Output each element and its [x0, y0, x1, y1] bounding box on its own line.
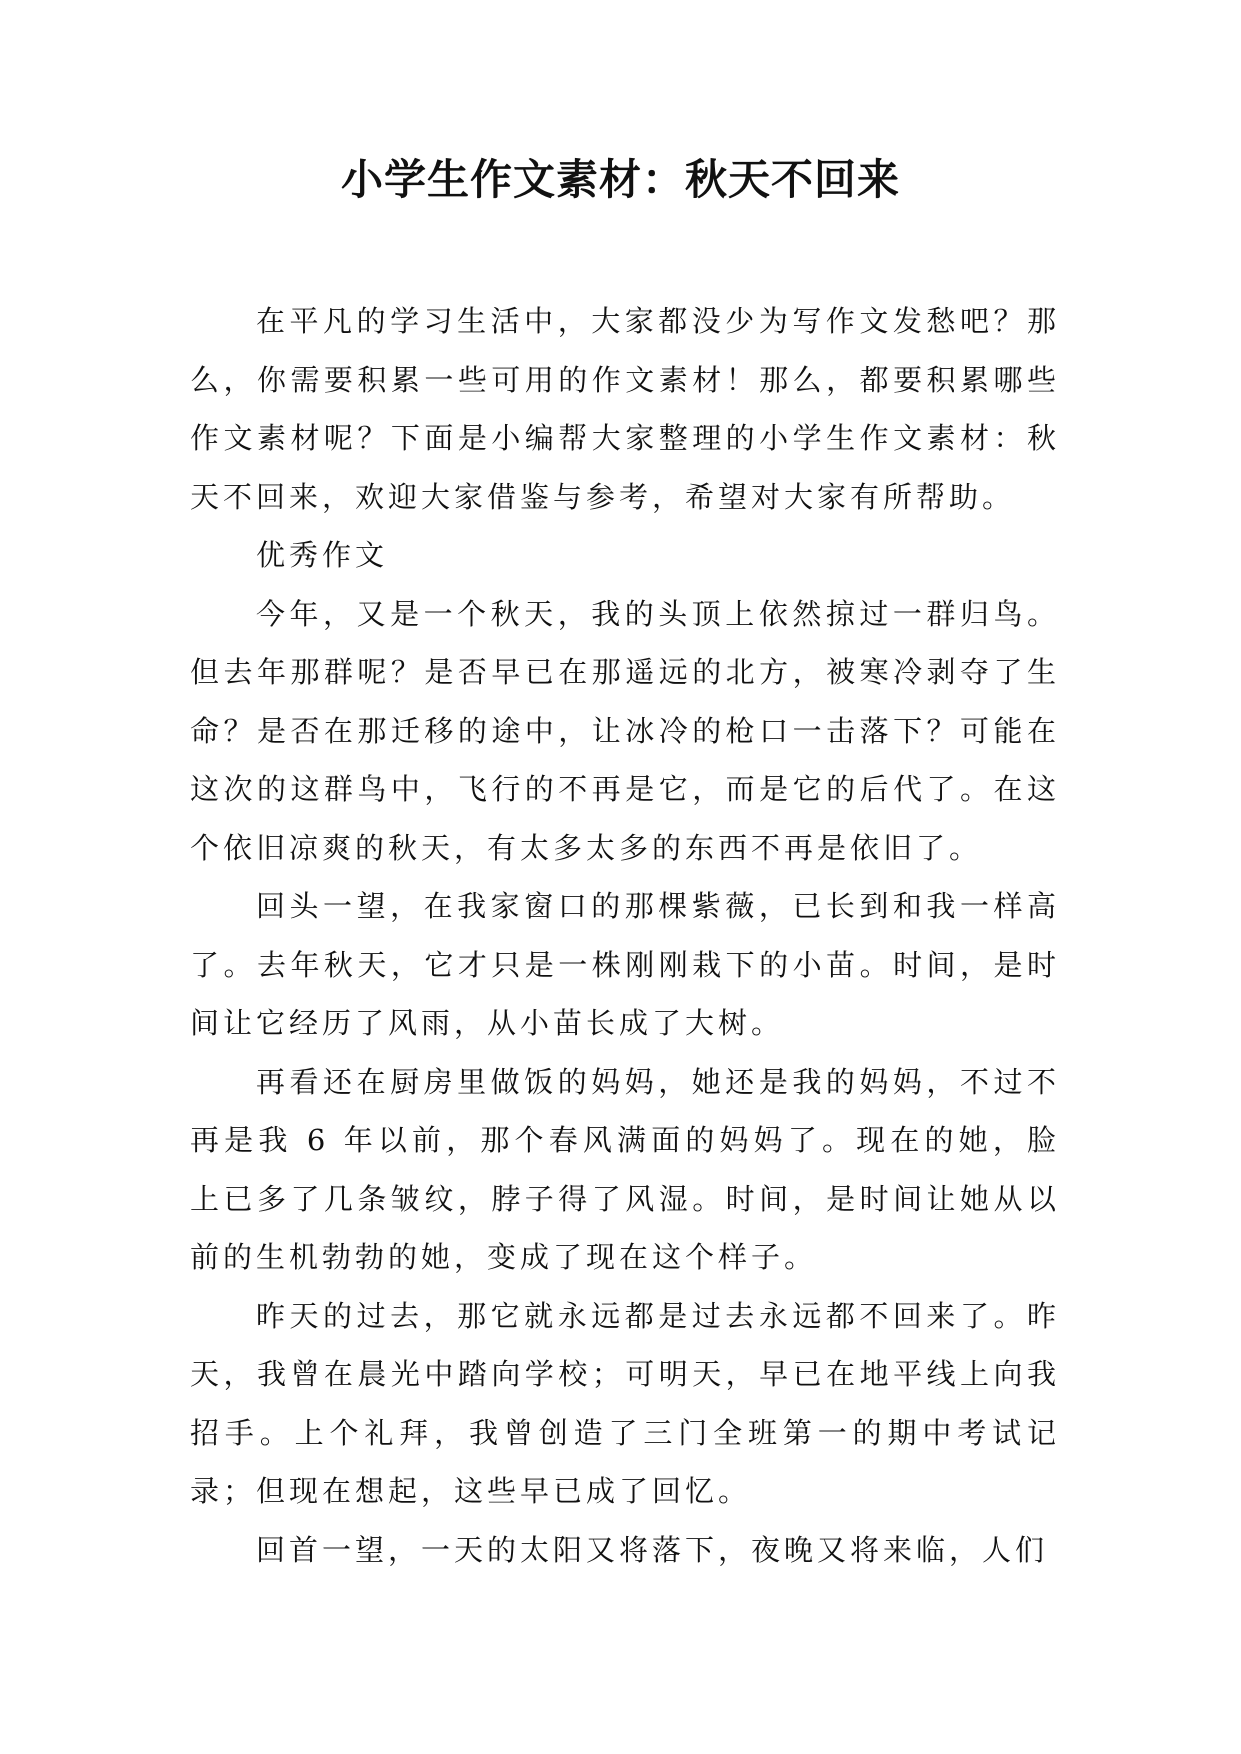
- paragraph: 回头一望，在我家窗口的那棵紫薇，已长到和我一样高了。去年秋天，它才只是一株刚刚栽下的小苗。时间，是时间让它经历了风雨，从小苗长成了大树。: [190, 889, 1060, 1040]
- paragraph: 昨天的过去，那它就永远都是过去永远都不回来了。昨天，我曾在晨光中踏向学校；可明天，早已在地平线上向我招手。上个礼拜，我曾创造了三门全班第一的期中考试记录；但现在想起，这些早已成了回忆。: [190, 1298, 1060, 1508]
- paragraph: 再看还在厨房里做饭的妈妈，她还是我的妈妈，不过不再是我 6 年以前，那个春风满面的妈妈了。现在的她，脸上已多了几条皱纹，脖子得了风湿。时间，是时间让她从以前的生机勃勃的她，变成了现在这个样子。: [190, 1064, 1060, 1274]
- paragraph-intro: 在平凡的学习生活中，大家都没少为写作文发愁吧？那么，你需要积累一些可用的作文素材！那么，都要积累哪些作文素材呢？下面是小编帮大家整理的小学生作文素材：秋天不回来，欢迎大家借鉴与参考，希望对大家有所帮助。: [190, 304, 1060, 514]
- paragraph: 今年，又是一个秋天，我的头顶上依然掠过一群归鸟。但去年那群呢？是否早已在那遥远的北方，被寒冷剥夺了生命？是否在那迁移的途中，让冰冷的枪口一击落下？可能在这次的这群鸟中，飞行的不再是它，而是它的后代了。在这个依旧凉爽的秋天，有太多太多的东西不再是依旧了。: [190, 596, 1060, 865]
- section-label: 优秀作文: [256, 538, 389, 572]
- paragraph: 回首一望，一天的太阳又将落下，夜晚又将来临，人们: [256, 1532, 1049, 1567]
- page-title: 小学生作文素材：秋天不回来: [340, 155, 900, 204]
- article-body: [190, 292, 1060, 1579]
